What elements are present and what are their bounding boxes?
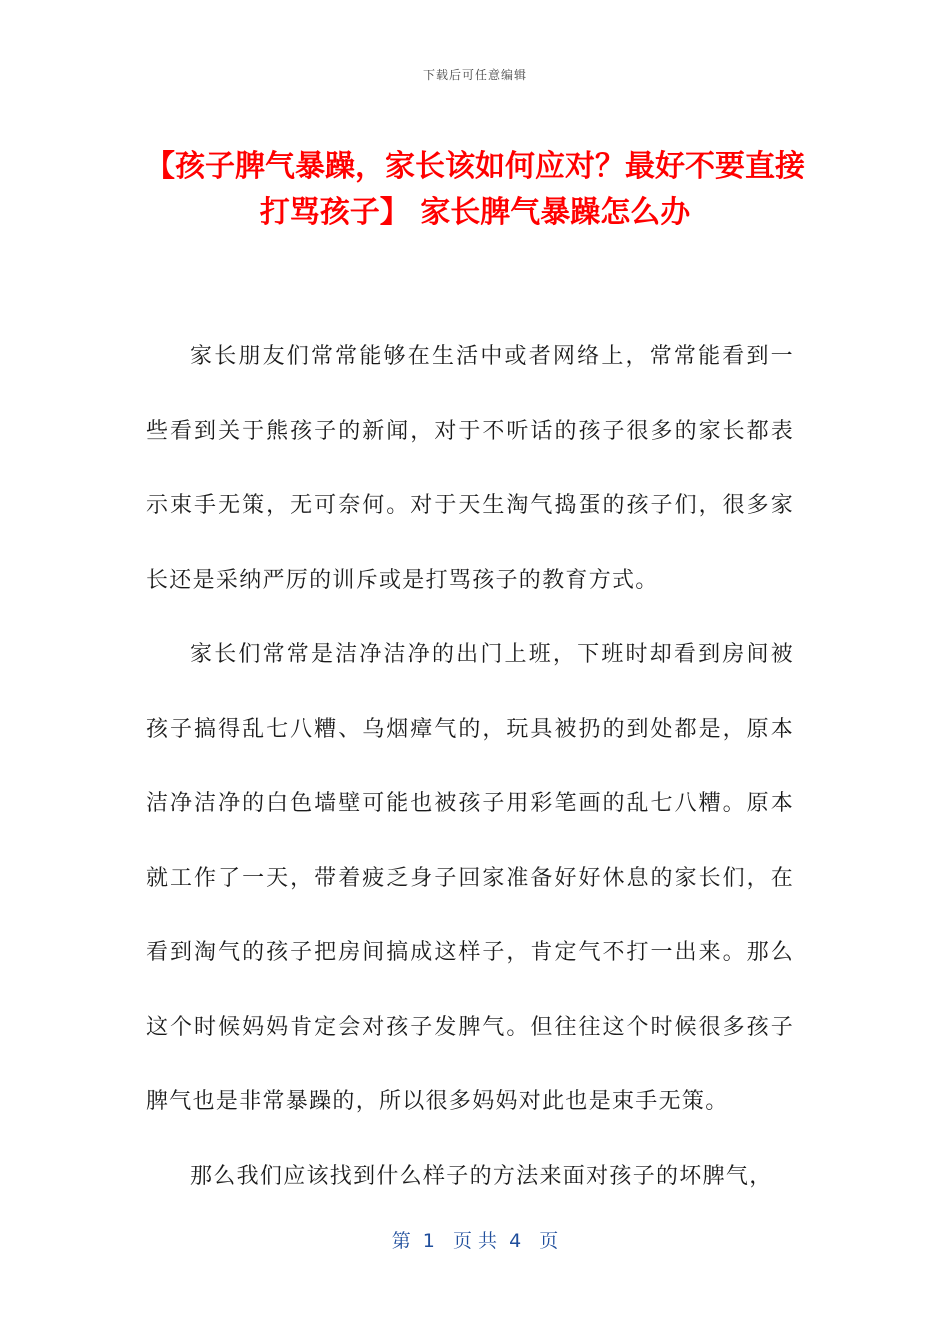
paragraph-1: 家长朋友们常常能够在生活中或者网络上，常常能看到一些看到关于熊孩子的新闻，对于不听话的孩子很多的家长都表示束手无策，无可奈何。对于天生淘气捣蛋的孩子们，很多家长还是采纳严厉的训斥或是打骂孩子的教育方式。 bbox=[146, 344, 794, 593]
page-number-footer: 第 1 页 共 4 页 bbox=[391, 1230, 559, 1252]
paragraph-3: 那么我们应该找到什么样子的方法来面对孩子的坏脾气， bbox=[190, 1163, 773, 1189]
paragraph-2: 家长们常常是洁净洁净的出门上班，下班时却看到房间被孩子搞得乱七八糟、乌烟瘴气的，玩具被扔的到处都是，原本洁净洁净的白色墙壁可能也被孩子用彩笔画的乱七八糟。原本就工作了一天，带着疲乏身子回家准备好好休息的家长们，在看到淘气的孩子把房间搞成这样子，肯定气不打一出来。那么这个时候妈妈肯定会对孩子发脾气。但往往这个时候很多孩子脾气也是非常暴躁的，所以很多妈妈对此也是束手无策。 bbox=[146, 642, 794, 1114]
header-note: 下载后可任意编辑 bbox=[422, 68, 527, 82]
document-title: 【孩子脾气暴躁，家长该如何应对？最好不要直接打骂孩子】 家长脾气暴躁怎么办 bbox=[145, 149, 805, 230]
document-body bbox=[146, 320, 794, 1214]
